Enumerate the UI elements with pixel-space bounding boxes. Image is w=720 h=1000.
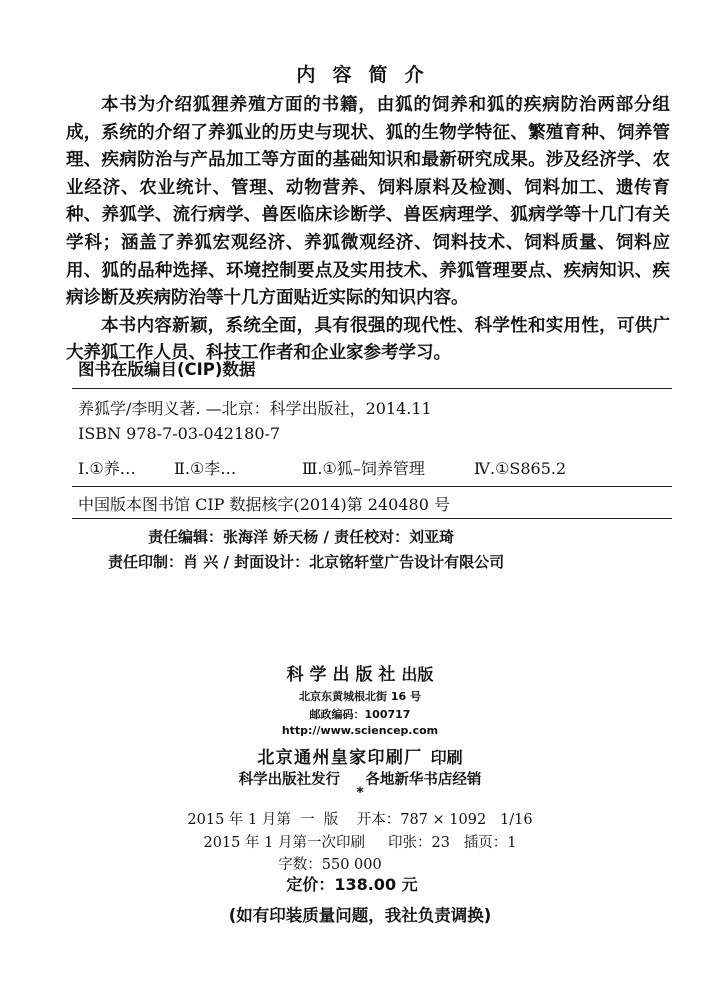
- edition-line: 2015 年 1 月第 一 版 开本：787 × 1092 1/16: [187, 812, 533, 828]
- cip-class-3: Ⅲ.①狐–饲养管理: [302, 459, 425, 478]
- cip-record: 中国版本图书馆 CIP 数据核字(2014)第 240480 号: [78, 495, 450, 514]
- price: 定价：138.00 元: [286, 875, 418, 894]
- cip-heading: 图书在版编目(CIP)数据: [78, 360, 256, 379]
- printing-line: 2015 年 1 月第一次印刷 印张：23 插页：1: [203, 835, 517, 851]
- printer-name: 北京通州皇家印刷厂: [257, 748, 423, 768]
- summary-title: 内容简介: [296, 64, 441, 86]
- summary-paragraph: 本书为介绍狐狸养殖方面的书籍，由狐的饲养和狐的疾病防治两部分组成，系统的介绍了养狐业的历史与现状、狐的生物学特征、繁殖育种、饲养管理、疾病防治与产品加工等方面的基础知识和最新研究成果。涉及经济学、农业经济、农业统计、管理、动物营养、饲料原料及检测、饲料加工、遗传育种、养狐学、流行病学、兽医临床诊断学、兽医病理学、狐病学等十几门有关学科；涵盖了养狐宏观经济、养狐微观经济、饲料技术、饲料质量、饲料应用、狐的品种选择、环境控制要点及实用技术、养狐管理要点、疾病知识、疾病诊断及疾病防治等十几方面贴近实际的知识内容。: [66, 95, 670, 309]
- printer-line: [0, 743, 720, 768]
- credits-production: 责任印制：肖 兴 / 封面设计：北京铭轩堂广告设计有限公司: [108, 553, 505, 571]
- publisher-address: 北京东黄城根北街 16 号: [299, 690, 421, 703]
- cip-mid-rule: [72, 486, 672, 487]
- summary-body: [66, 92, 670, 368]
- summary-paragraph: 本书内容新颖，系统全面，具有很强的现代性、科学性和实用性，可供广大养狐工作人员、科技工作者和企业家参考学习。: [66, 315, 670, 364]
- publisher-url: http://www.sciencep.com: [281, 724, 439, 737]
- publisher-line: [0, 660, 720, 685]
- separator-star: *: [356, 785, 364, 801]
- cip-top-rule: [72, 388, 672, 389]
- publisher-verb: 出版: [401, 665, 434, 684]
- cip-class-2: Ⅱ.①李…: [174, 459, 237, 478]
- cip-bottom-rule: [72, 518, 672, 519]
- word-count: 字数：550 000: [278, 857, 382, 873]
- printer-verb: 印刷: [430, 748, 463, 767]
- publisher-name: 科学出版社: [286, 665, 402, 685]
- cip-isbn: ISBN 978-7-03-042180-7: [78, 424, 281, 443]
- distribution-line: 科学出版社发行 各地新华书店经销: [238, 772, 482, 788]
- cip-class-1: Ⅰ.①养…: [78, 459, 136, 478]
- quality-notice: (如有印装质量问题，我社负责调换): [228, 906, 492, 925]
- publisher-postcode: 邮政编码：100717: [309, 708, 411, 721]
- cip-entry: 养狐学/李明义著. —北京：科学出版社，2014.11: [78, 399, 432, 418]
- credits-editors: 责任编辑：张海洋 娇天杨 / 责任校对：刘亚琦: [148, 528, 455, 546]
- cip-class-4: Ⅳ.①S865.2: [474, 459, 567, 478]
- cip-classification: [78, 456, 566, 479]
